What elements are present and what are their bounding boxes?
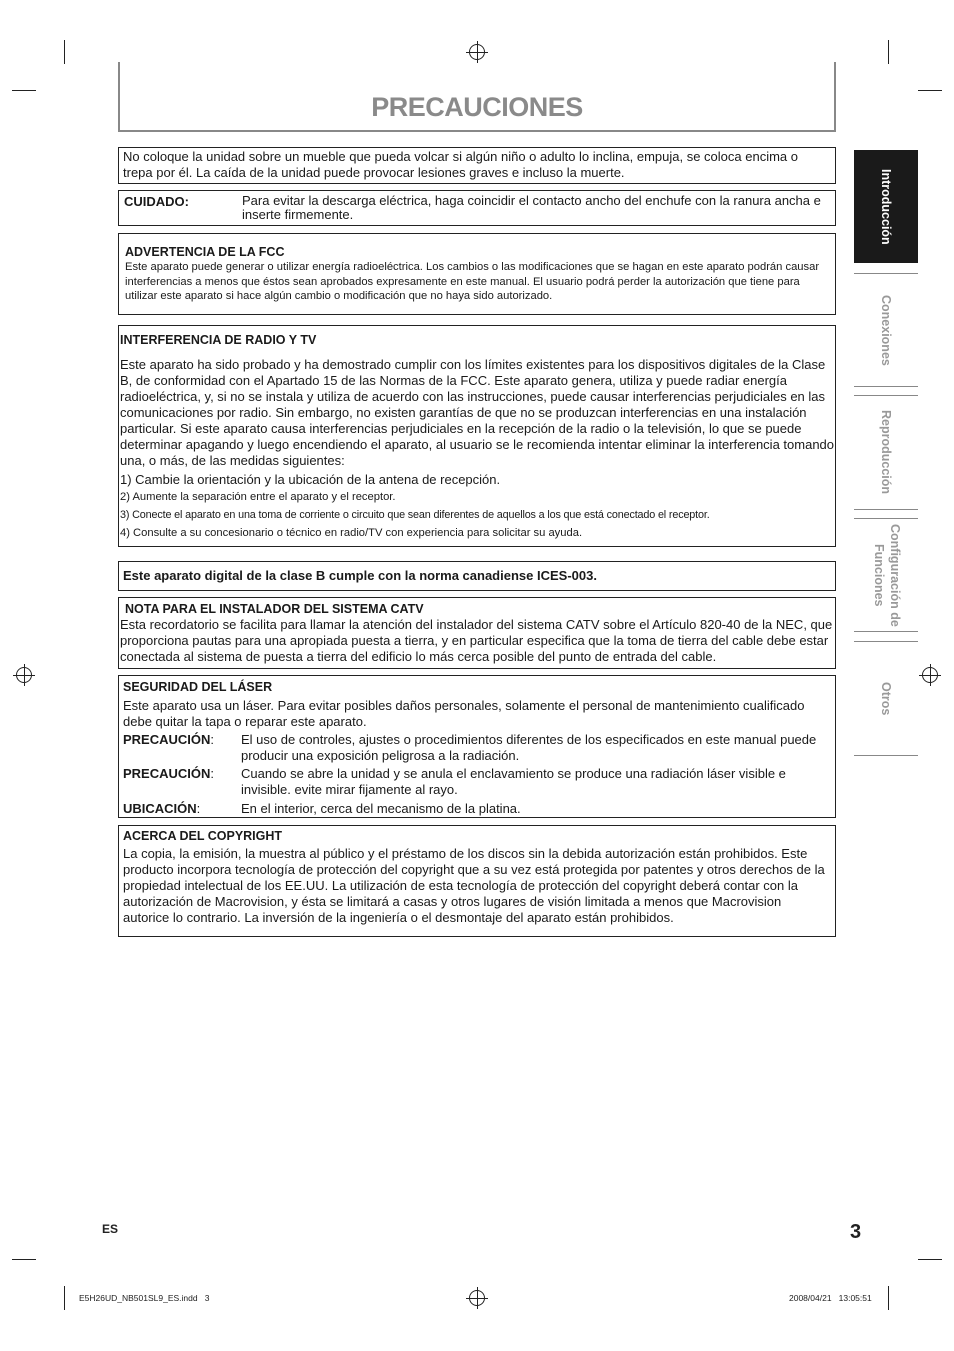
tab-label: Conexiones bbox=[879, 294, 893, 366]
furniture-notice-text: No coloque la unidad sobre un mueble que pueda volcar si algún niño o adulto lo inclina, empuja, se coloca encima o trepa por él. La caída de la unidad puede provocar lesiones graves e incluso la muerte. bbox=[123, 149, 798, 180]
laser-box bbox=[118, 675, 836, 818]
title-frame bbox=[118, 62, 836, 132]
radio-tv-heading: INTERFERENCIA DE RADIO Y TV bbox=[120, 333, 317, 347]
catv-heading: NOTA PARA EL INSTALADOR DEL SISTEMA CATV bbox=[125, 602, 424, 616]
fcc-warning-heading: ADVERTENCIA DE LA FCC bbox=[125, 245, 285, 259]
laser-row-text: El uso de controles, ajustes o procedimientos diferentes de los especificados en este manual puede producir una exposición peligrosa a la radiación. bbox=[241, 732, 817, 763]
laser-row-label: UBICACIÓN: bbox=[123, 801, 201, 816]
radio-tv-box bbox=[118, 325, 836, 547]
tab-label: Introducción bbox=[879, 168, 893, 245]
radio-tv-text: Este aparato ha sido probado y ha demostrado cumplir con los límites existentes para los dispositivos digitales de la Clase B, de conformidad con el Apartado 15 de las Normas de la FCC. Este aparato genera, utiliza y puede radiar energía radioeléctrica, y, si no se instala y utiliza de acuerdo con las instrucciones, puede causar interferencias perjudiciales en las comunicaciones por radio. Sin embargo, no existen garantías de que no se produzcan interferencias en una instalación particular. Si este aparato causa interferencias perjudiciales en la recepción de la radio o la televisión, lo que se puede determinar apagando y luego encendiendo el aparato, al usuario se le recomienda intentar eliminar la interferencia tomando una, o más, de las medidas siguientes: bbox=[120, 357, 835, 468]
tab-conexiones[interactable] bbox=[854, 273, 918, 387]
page-title: PRECAUCIONES bbox=[371, 92, 583, 122]
laser-row-label: PRECAUCIÓN: bbox=[123, 766, 215, 781]
copyright-heading: ACERCA DEL COPYRIGHT bbox=[123, 829, 283, 843]
crop-mark bbox=[918, 90, 942, 91]
crop-mark bbox=[64, 1286, 65, 1310]
laser-heading: SEGURIDAD DEL LÁSER bbox=[123, 680, 273, 694]
crop-mark bbox=[888, 40, 889, 64]
fcc-warning-box bbox=[118, 233, 836, 315]
radio-tv-item-4: 4) Consulte a su concesionario o técnico en radio/TV con experiencia para solicitar su ayuda. bbox=[120, 527, 583, 539]
tab-otros[interactable] bbox=[854, 641, 918, 756]
crop-mark bbox=[918, 1259, 942, 1260]
canada-notice-text: Este aparato digital de la clase B cumple con la norma canadiense ICES-003. bbox=[123, 568, 597, 583]
catv-text: Esta recordatorio se facilita para llamar la atención del instalador del sistema CATV sobre el Artículo 820-40 de la NEC, que proporciona pautas para una apropiada puesta a tierra, y en particular especifica que la toma de tierra del cable debe estar conectada al sistema de puesta a tierra del edificio lo más cerca posible del punto de entrada del cable. bbox=[120, 617, 833, 664]
copyright-text: La copia, la emisión, la muestra al público y el préstamo de los discos sin la debida autorización están prohibidos. Este producto incorpora tecnología de protección del copyright que a su vez está protegida por patentes y otros derechos de la propiedad intelectual de los EE.UU. La utilización de esta tecnología de protección del copyright deberá contar con la autorización de Macrovision, y ésta se limitará a casas y otros lugares de visión limitada a menos que Macrovision autorice lo contrario. La inversión de la ingeniería o el desmontaje del aparato están prohibidos. bbox=[123, 846, 825, 925]
cuidado-text: Para evitar la descarga eléctrica, haga coincidir el contacto ancho del enchufe con la ranura ancha e inserte firmemente. bbox=[242, 193, 821, 222]
furniture-notice-box bbox=[118, 147, 836, 184]
crop-mark bbox=[888, 1286, 889, 1310]
crop-mark bbox=[12, 90, 36, 91]
tab-configuracion[interactable] bbox=[854, 518, 918, 632]
laser-row-label: PRECAUCIÓN: bbox=[123, 732, 215, 747]
radio-tv-item-1: 1) Cambie la orientación y la ubicación de la antena de recepción. bbox=[120, 472, 501, 487]
laser-row-precaucion-2 bbox=[123, 766, 831, 798]
tab-label: Otros bbox=[879, 681, 893, 716]
copyright-box bbox=[118, 825, 836, 937]
tab-label: Configuración de Funciones bbox=[872, 523, 902, 627]
crop-mark bbox=[12, 1259, 36, 1260]
cuidado-label: CUIDADO: bbox=[124, 194, 189, 209]
cuidado-row bbox=[124, 194, 830, 222]
fcc-warning-text: Este aparato puede generar o utilizar energía radioeléctrica. Los cambios o las modificaciones que se hagan en este aparato podrán causar interferencias a menos que éstos sean aprobados expresamente en este manual. El usuario podrá perder la autorización que tiene para utilizar este aparato si hace algún cambio o modificación que no haya sido autorizado. bbox=[125, 261, 820, 302]
page-number: 3 bbox=[850, 1221, 862, 1243]
tab-label: Reproducción bbox=[879, 410, 893, 495]
crop-mark bbox=[64, 40, 65, 64]
file-name: E5H26UD_NB501SL9_ES.indd 3 bbox=[79, 1293, 210, 1303]
laser-row-ubicacion bbox=[123, 801, 831, 817]
laser-row-text: En el interior, cerca del mecanismo de la platina. bbox=[241, 801, 521, 816]
radio-tv-item-3: 3) Conecte el aparato en una toma de corriente o circuito que sean diferentes de aquellos a los que está conectado el receptor. bbox=[120, 508, 710, 521]
tab-introduccion[interactable] bbox=[854, 150, 918, 263]
canada-notice-box bbox=[118, 561, 836, 591]
laser-row-text: Cuando se abre la unidad y se anula el enclavamiento se produce una radiación láser visible e invisible. evite mirar fijamente al rayo. bbox=[241, 766, 786, 797]
registration-mark-icon bbox=[469, 44, 485, 60]
catv-box bbox=[118, 597, 836, 669]
registration-mark-icon bbox=[469, 1290, 485, 1306]
print-timestamp: 2008/04/21 13:05:51 bbox=[789, 1293, 872, 1303]
cuidado-box bbox=[118, 190, 836, 226]
tab-reproduccion[interactable] bbox=[854, 395, 918, 510]
radio-tv-item-2: 2) Aumente la separación entre el aparato y el receptor. bbox=[120, 491, 396, 503]
laser-row-precaucion-1 bbox=[123, 732, 831, 764]
registration-mark-icon bbox=[922, 667, 938, 683]
registration-mark-icon bbox=[16, 667, 32, 683]
laser-text: Este aparato usa un láser. Para evitar posibles daños personales, solamente el personal de mantenimiento cualificado debe quitar la tapa o reparar este aparato. bbox=[123, 698, 805, 729]
language-code: ES bbox=[102, 1222, 119, 1236]
